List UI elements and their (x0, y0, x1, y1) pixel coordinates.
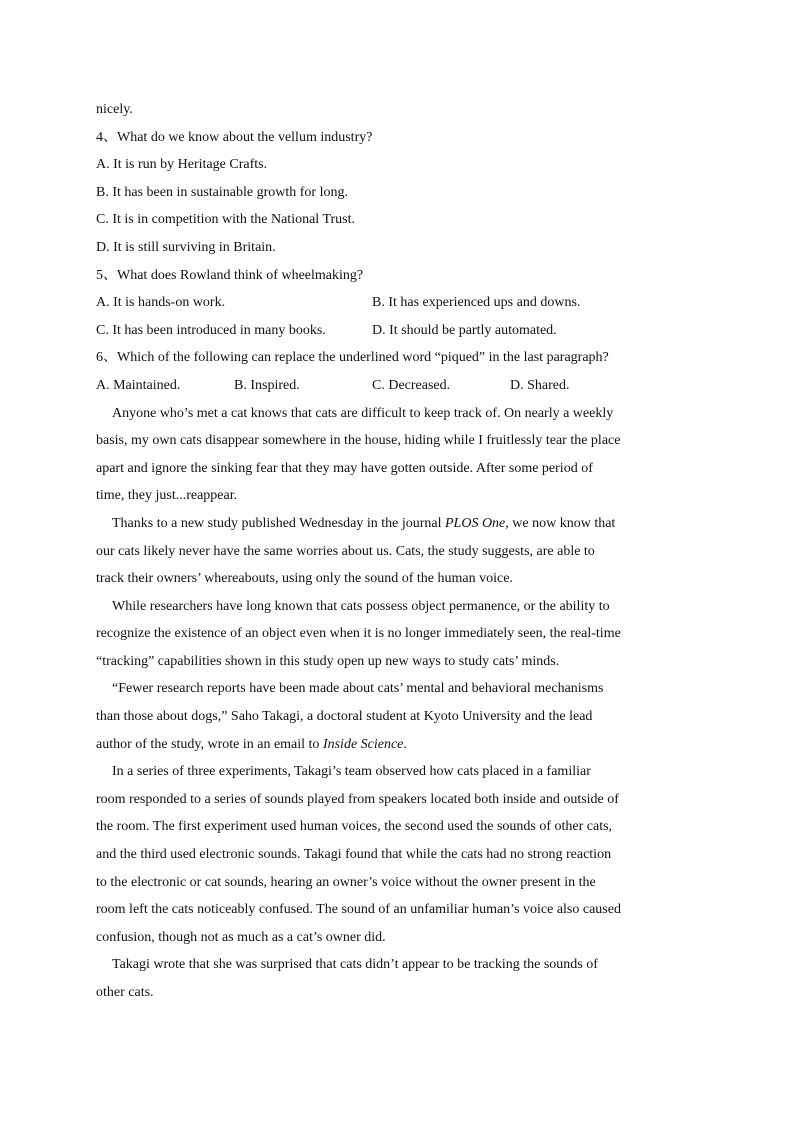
question-4: 4、What do we know about the vellum industry? (96, 129, 373, 145)
paragraph-1-line: Anyone who’s met a cat knows that cats are difficult to keep track of. On nearly a weekly (112, 405, 614, 421)
paragraph-5-line: room left the cats noticeably confused. The sound of an unfamiliar human’s voice also caused (96, 902, 621, 918)
paragraph-6-line: Takagi wrote that she was surprised that cats didn’t appear to be tracking the sounds of (112, 957, 598, 973)
options-5-row2 (96, 317, 700, 345)
paragraph-2-line: our cats likely never have the same worries about us. Cats, the study suggests, are able to (96, 543, 595, 559)
text-span: author of the study, wrote in an email to (96, 736, 323, 752)
option-4c: C. It is in competition with the National Trust. (96, 212, 355, 228)
option-5b: B. It has experienced ups and downs. (372, 295, 581, 311)
option-4d: D. It is still surviving in Britain. (96, 239, 276, 255)
question-5: 5、What does Rowland think of wheelmaking? (96, 267, 364, 283)
option-6a: A. Maintained. (96, 377, 181, 393)
paragraph-5-line: to the electronic or cat sounds, hearing an owner’s voice without the owner present in the (96, 874, 596, 890)
text-span: Thanks to a new study published Wednesday in the journal (112, 515, 445, 531)
options-6-row (96, 372, 700, 400)
paragraph-1-line: apart and ignore the sinking fear that they may have gotten outside. After some period of (96, 460, 593, 476)
text-span: , we now know that (505, 515, 616, 531)
paragraph-3-line: While researchers have long known that cats possess object permanence, or the ability to (112, 598, 610, 614)
journal-name: PLOS One (445, 515, 506, 531)
paragraph-3-line: “tracking” capabilities shown in this study open up new ways to study cats’ minds. (96, 653, 560, 669)
text-line: nicely. (96, 102, 133, 117)
paragraph-3-line: recognize the existence of an object even when it is no longer immediately seen, the real-time (96, 626, 621, 642)
option-5d: D. It should be partly automated. (372, 322, 557, 338)
options-5-row1 (96, 289, 700, 317)
document-page (96, 96, 700, 1007)
option-4b: B. It has been in sustainable growth for long. (96, 184, 348, 200)
paragraph-2-line: track their owners’ whereabouts, using only the sound of the human voice. (96, 571, 513, 587)
paragraph-5-line: room responded to a series of sounds played from speakers located both inside and outside of (96, 791, 619, 807)
text-span: . (403, 736, 407, 752)
publication-name: Inside Science (322, 736, 404, 752)
option-5c: C. It has been introduced in many books. (96, 322, 326, 338)
option-5a: A. It is hands-on work. (96, 295, 226, 311)
option-6b: B. Inspired. (234, 377, 300, 393)
paragraph-1-line: time, they just...reappear. (96, 488, 238, 504)
paragraph-2-line (96, 510, 700, 538)
option-4a: A. It is run by Heritage Crafts. (96, 157, 268, 173)
question-6: 6、Which of the following can replace the underlined word “piqued” in the last paragraph? (96, 350, 609, 366)
paragraph-5-line: and the third used electronic sounds. Takagi found that while the cats had no strong reaction (96, 847, 612, 863)
paragraph-5-line: In a series of three experiments, Takagi’s team observed how cats placed in a familiar (112, 764, 591, 780)
paragraph-6-line: other cats. (96, 985, 154, 1000)
option-6d: D. Shared. (510, 377, 570, 393)
paragraph-1-line: basis, my own cats disappear somewhere in the house, hiding while I fruitlessly tear the place (96, 433, 621, 449)
paragraph-4-line: “Fewer research reports have been made about cats’ mental and behavioral mechanisms (112, 681, 604, 697)
paragraph-5-line: confusion, though not as much as a cat’s owner did. (96, 929, 386, 945)
paragraph-5-line: the room. The first experiment used human voices, the second used the sounds of other cats, (96, 819, 613, 835)
paragraph-4-line (96, 731, 700, 759)
paragraph-4-line: than those about dogs,” Saho Takagi, a doctoral student at Kyoto University and the lead (96, 709, 593, 725)
option-6c: C. Decreased. (372, 377, 451, 393)
